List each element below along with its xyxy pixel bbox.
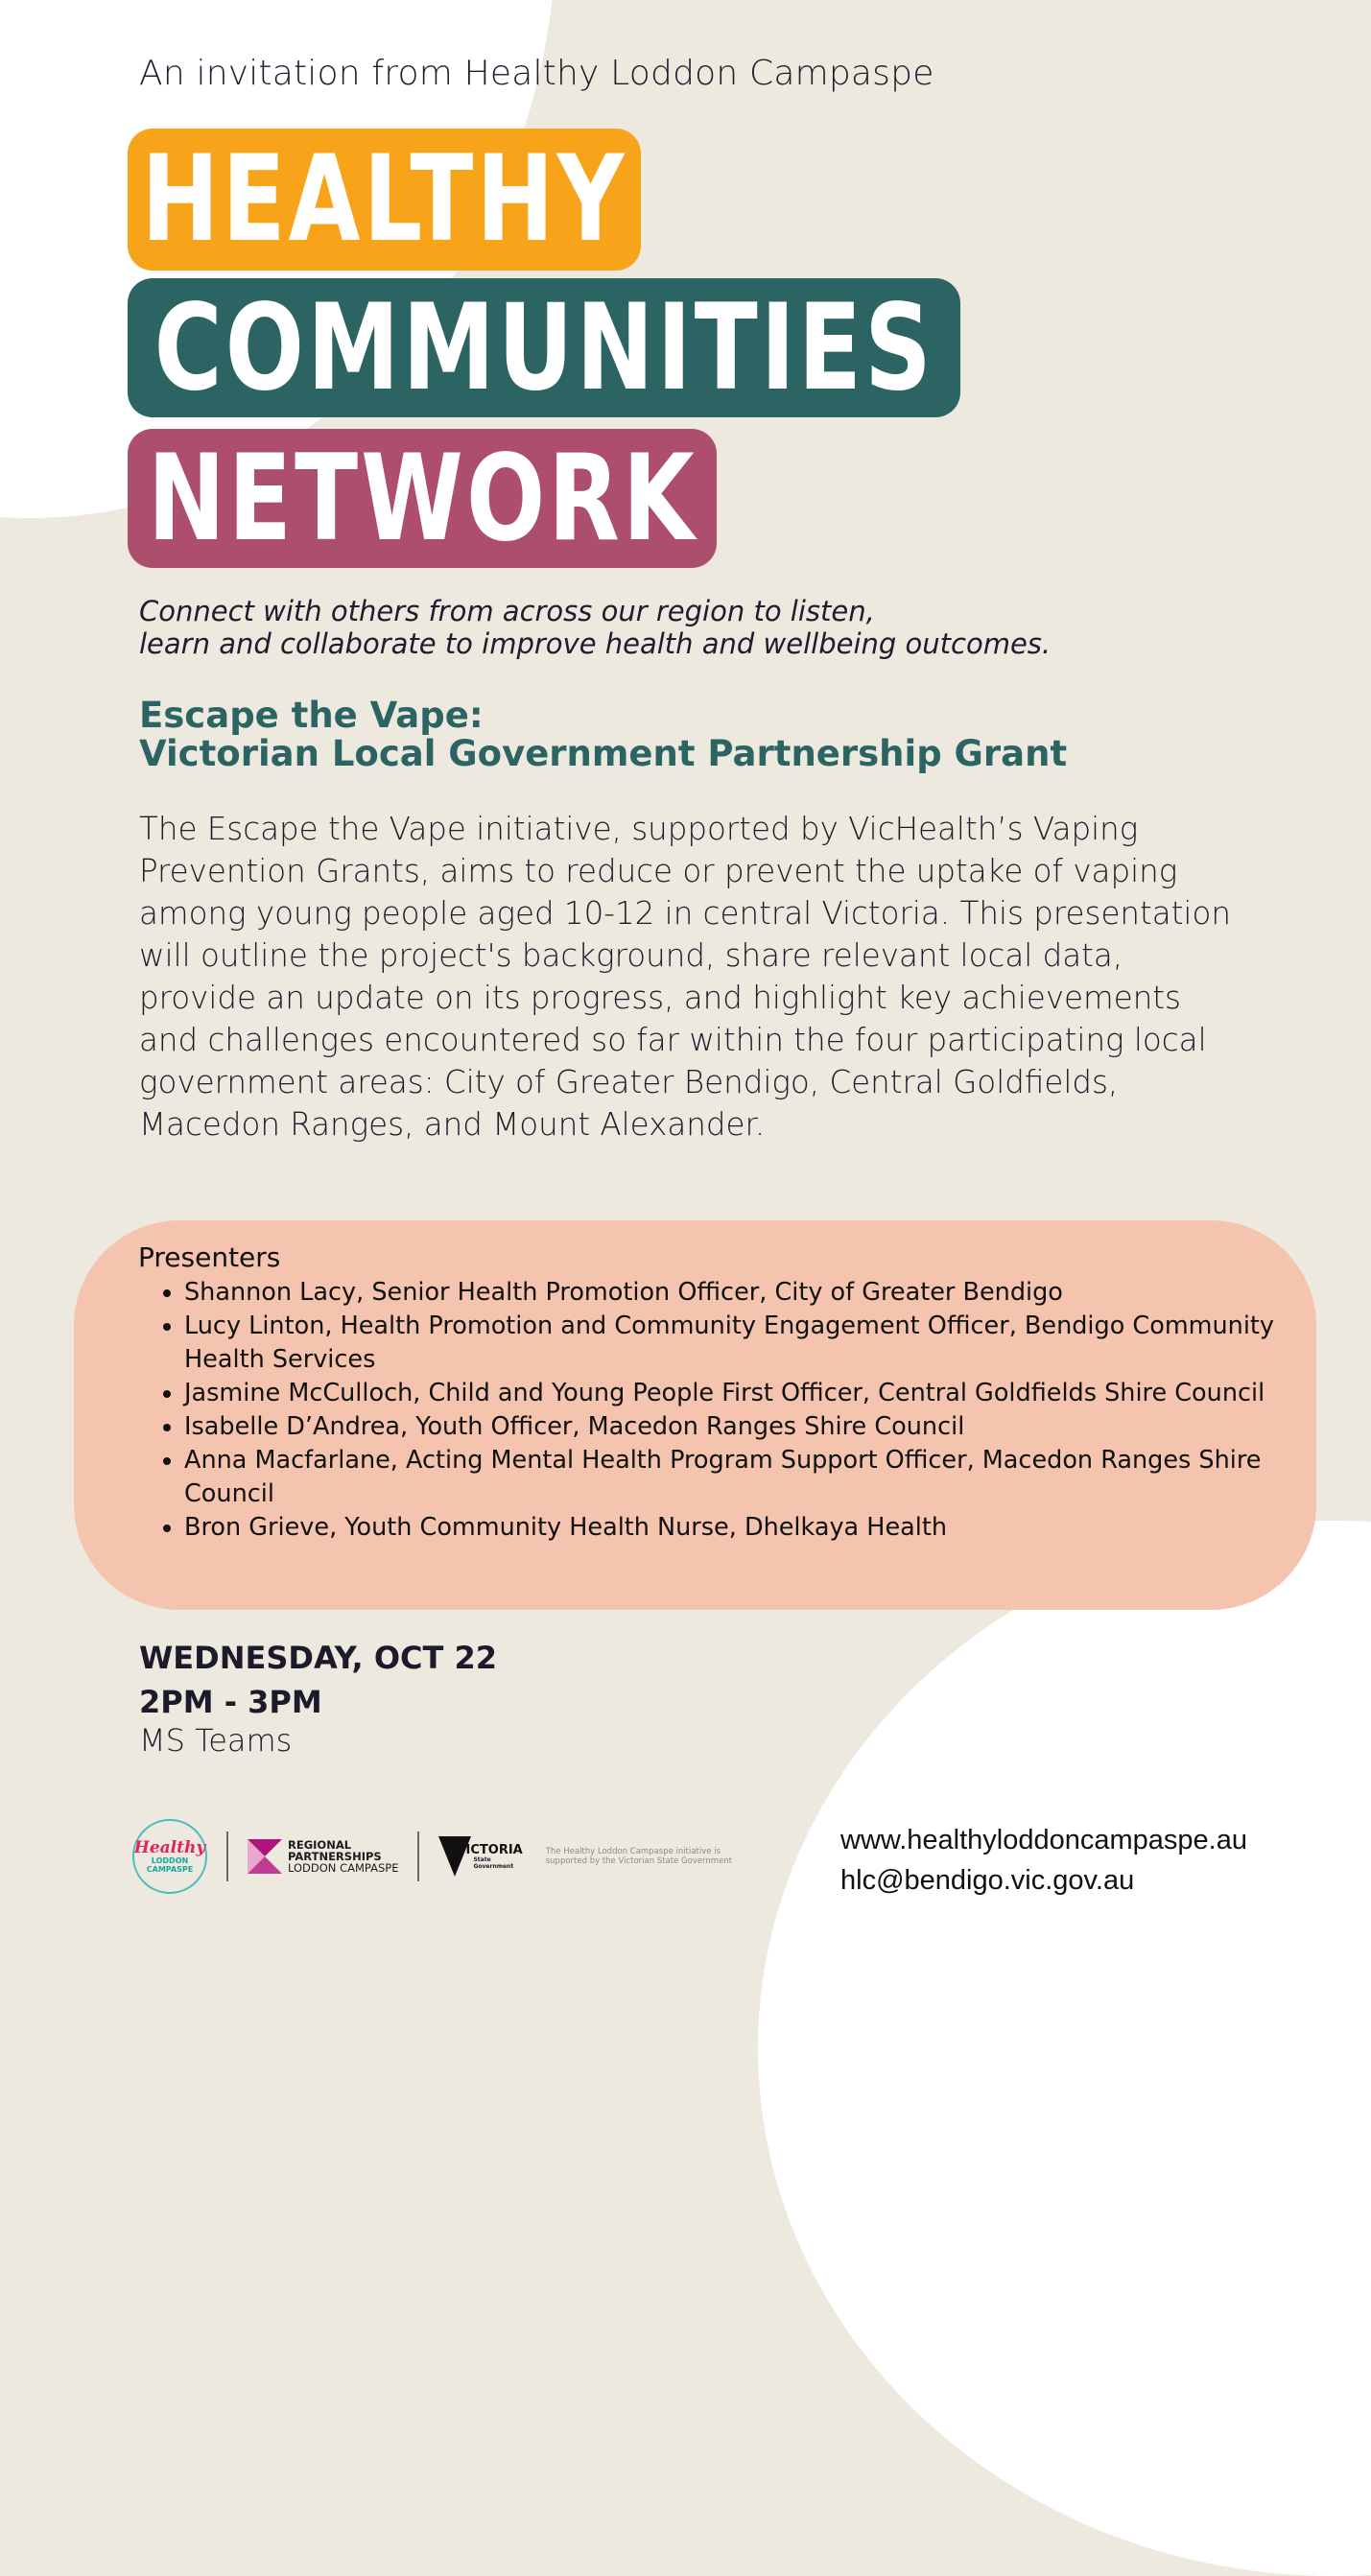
tagline [139, 595, 1051, 660]
footer-logos [132, 1813, 747, 1900]
event-time: 2PM - 3PM [139, 1684, 322, 1720]
vic-logo-sub1: State [473, 1855, 491, 1863]
section-title-line-2: Victorian Local Government Partnership Grant [139, 733, 1068, 774]
background-white-shape-bottom [758, 1521, 1371, 2576]
event-venue: MS Teams [139, 1722, 293, 1759]
tagline-line-2: learn and collaborate to improve health and wellbeing outcomes. [139, 627, 1052, 660]
event-datetime [139, 1636, 497, 1724]
presenter-item: • Bron Grieve, Youth Community Health Nurse, Dhelkaya Health [184, 1511, 1288, 1545]
section-title [139, 697, 1067, 773]
presenter-item: • Jasmine McCulloch, Child and Young People First Officer, Central Goldfields Shire Council [184, 1377, 1288, 1410]
event-date: WEDNESDAY, OCT 22 [139, 1640, 498, 1676]
rp-logo-line2: PARTNERSHIPS [288, 1850, 382, 1863]
presenters-list [138, 1276, 1288, 1545]
victoria-state-government-logo [438, 1836, 522, 1877]
email-link[interactable]: hlc@bendigo.vic.gov.au [840, 1865, 1135, 1896]
contact-info [840, 1820, 1247, 1901]
presenters-box [74, 1220, 1316, 1610]
presenter-item: • Shannon Lacy, Senior Health Promotion Officer, City of Greater Bendigo [184, 1276, 1288, 1310]
hlc-logo-line2: CAMPASPE [146, 1865, 194, 1874]
presenters-heading: Presenters [138, 1241, 281, 1273]
presenter-item: • Anna Macfarlane, Acting Mental Health Program Support Officer, Macedon Ranges Shire Council [184, 1444, 1288, 1511]
support-note: The Healthy Loddon Campaspe initiative is supported by the Victorian State Government [545, 1847, 733, 1866]
hlc-logo-line1: LODDON [151, 1856, 189, 1865]
rp-logo-line3: LODDON CAMPASPE [288, 1861, 399, 1875]
presenter-item: • Isabelle D’Andrea, Youth Officer, Macedon Ranges Shire Council [184, 1410, 1288, 1444]
logo-word-text: HEALTHY [141, 130, 627, 269]
logo-divider [417, 1832, 419, 1881]
regional-partnerships-logo [248, 1839, 398, 1874]
description-paragraph: The Escape the Vape initiative, supported by VicHealth’s Vaping Prevention Grants, aims to reduce or prevent the uptake of vaping among young people aged 10-12 in central Victoria. This presentation will outline the project's background, share relevant local data, provide an update on its progress, and highlight key achievements and challenges encountered so far within the four participating local government areas: City of Greater Bendigo, Central Goldfields, Macedon Ranges, and Mount Alexander. [139, 811, 1231, 1143]
rp-logo-line1: REGIONAL [288, 1838, 352, 1852]
healthy-loddon-campaspe-logo [132, 1819, 207, 1894]
logo-divider [226, 1832, 228, 1881]
regional-partnerships-mark-icon [248, 1839, 282, 1874]
tagline-line-1: Connect with others from across our region to listen, [139, 595, 875, 627]
hlc-logo-script: Healthy [133, 1838, 206, 1857]
section-title-line-1: Escape the Vape: [139, 695, 484, 736]
presenter-item: • Lucy Linton, Health Promotion and Community Engagement Officer, Bendigo Community Health Services [184, 1310, 1288, 1377]
vic-logo-name: VICTORIA [456, 1842, 523, 1857]
logo-word-text: COMMUNITIES [154, 278, 934, 417]
logo-word-network [128, 429, 717, 568]
vic-logo-sub2: Government [473, 1862, 514, 1870]
logo-word-text: NETWORK [147, 429, 697, 568]
website-link[interactable]: www.healthyloddoncampaspe.au [840, 1825, 1247, 1855]
logo-word-healthy [128, 129, 641, 271]
logo-word-communities [128, 278, 960, 417]
invitation-line: An invitation from Healthy Loddon Campaspe [139, 54, 934, 93]
